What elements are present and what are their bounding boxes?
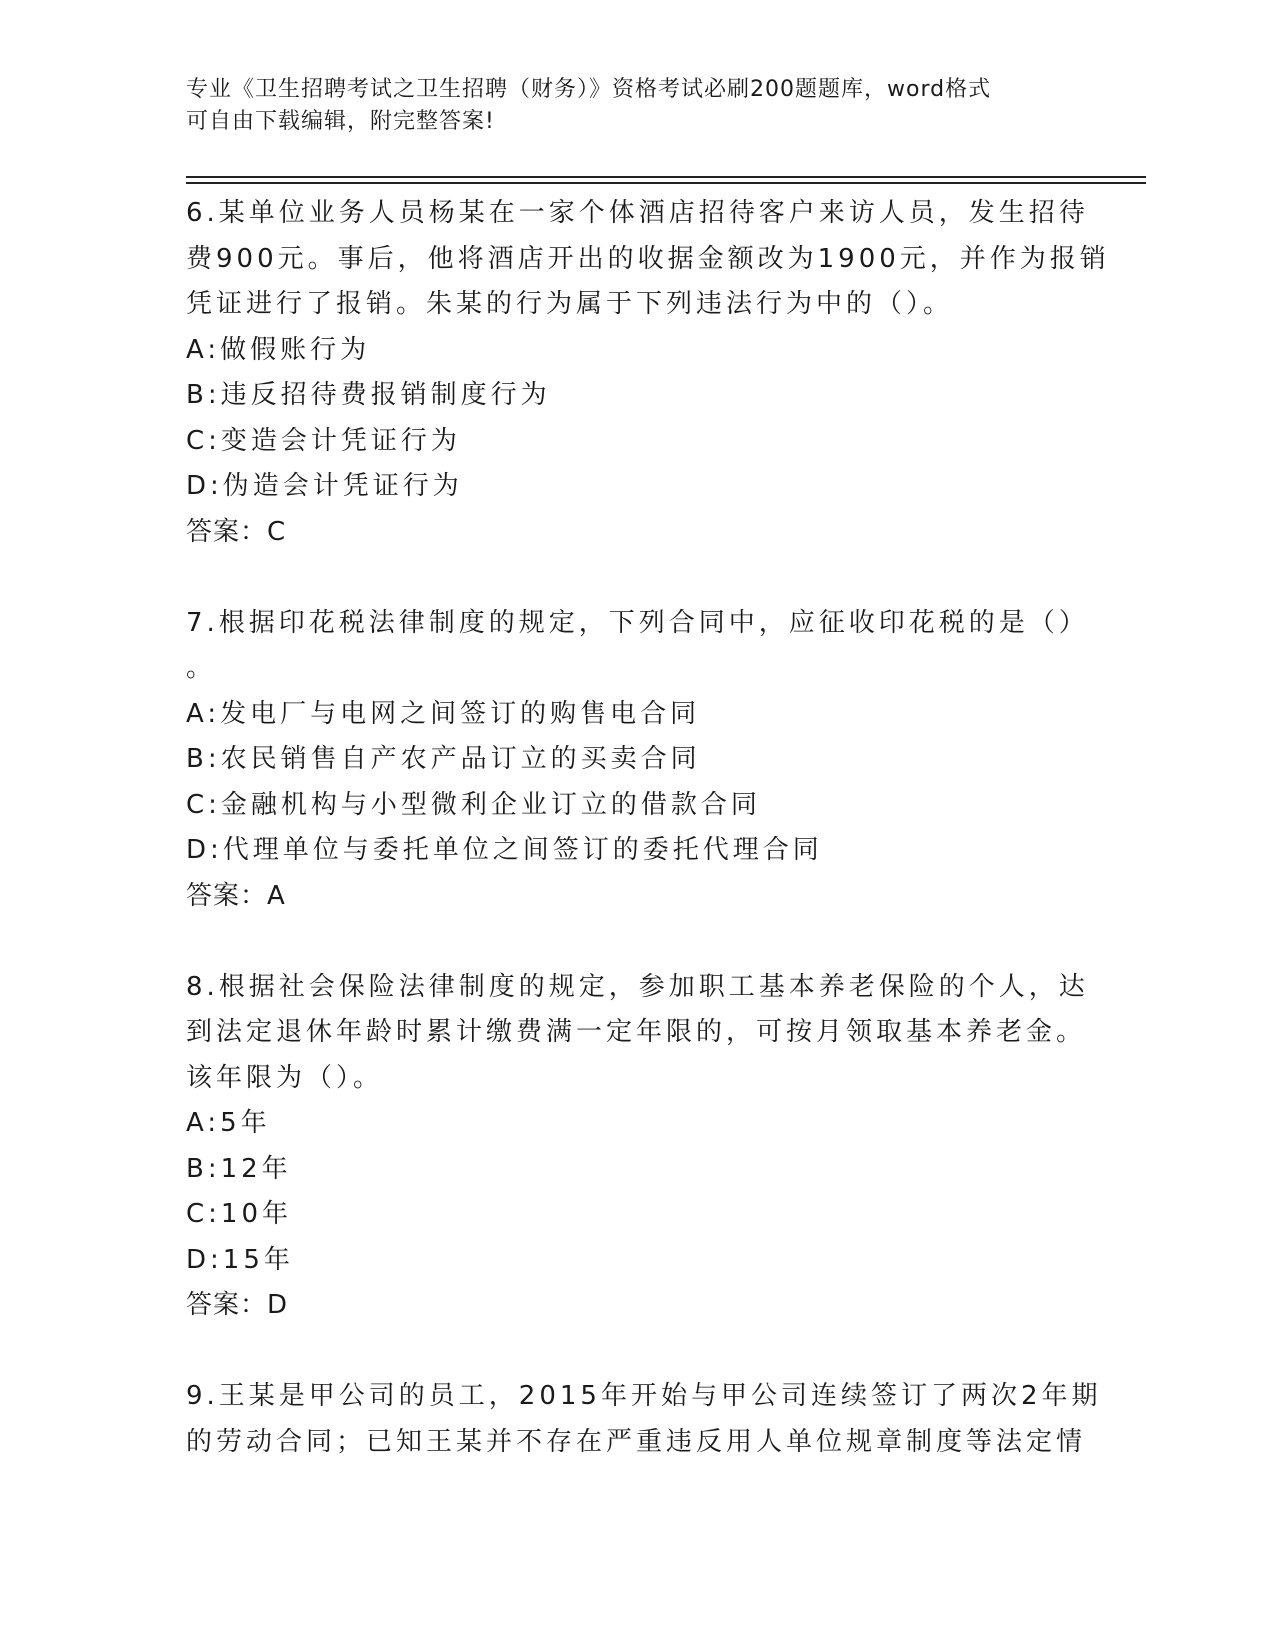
- option-d: D:代理单位与委托单位之间签订的委托代理合同: [186, 835, 823, 865]
- option-d: D:伪造会计凭证行为: [186, 471, 463, 501]
- question-stem-line: 6.某单位业务人员杨某在一家个体酒店招待客户来访人员，发生招待: [186, 198, 1089, 228]
- question-stem-line: 凭证进行了报销。朱某的行为属于下列违法行为中的（）。: [186, 289, 954, 319]
- question-stem-line: 9.王某是甲公司的员工，2015年开始与甲公司连续签订了两次2年期: [186, 1381, 1102, 1411]
- option-a: A:发电厂与电网之间签订的购售电合同: [186, 698, 701, 729]
- document-header: [186, 74, 1086, 138]
- question-stem-line: 到法定退休年龄时累计缴费满一定年限的，可按月领取基本养老金。: [186, 1017, 1087, 1047]
- spacer: [186, 1329, 1086, 1375]
- question-stem-line: 的劳动合同；已知王某并不存在严重违反用人单位规章制度等法定情: [186, 1426, 1087, 1457]
- option-c: C:变造会计凭证行为: [186, 425, 461, 456]
- question-7: [186, 601, 1089, 920]
- question-stem-line: 8.根据社会保险法律制度的规定，参加职工基本养老保险的个人，达: [186, 971, 1089, 1002]
- question-list: [186, 191, 1110, 1465]
- option-b: B:农民销售自产农产品订立的买卖合同: [186, 744, 701, 774]
- question-stem-line: 费900元。事后，他将酒店开出的收据金额改为1900元，并作为报销: [186, 243, 1110, 274]
- header-line: 可自由下载编辑，附完整答案!: [186, 109, 495, 134]
- answer-line: 答案：C: [186, 516, 287, 547]
- option-d: D:15年: [186, 1244, 294, 1275]
- header-divider: [186, 182, 1146, 184]
- spacer: [186, 555, 1086, 601]
- answer-line: 答案：A: [186, 880, 286, 911]
- question-stem-line: 。: [186, 653, 217, 683]
- question-8: [186, 965, 1089, 1329]
- option-a: A:做假账行为: [186, 334, 371, 365]
- question-stem-line: 7.根据印花税法律制度的规定，下列合同中，应征收印花税的是（）: [186, 607, 1089, 638]
- answer-line: 答案：D: [186, 1290, 289, 1320]
- option-a: A:5年: [186, 1108, 271, 1138]
- header-line: 专业《卫生招聘考试之卫生招聘（财务）》资格考试必刷200题题库，word格式: [186, 77, 992, 102]
- question-9: [186, 1374, 1102, 1465]
- option-b: B:12年: [186, 1153, 292, 1184]
- option-c: C:10年: [186, 1199, 292, 1229]
- spacer: [186, 919, 1086, 965]
- option-b: B:违反招待费报销制度行为: [186, 380, 551, 410]
- option-c: C:金融机构与小型微利企业订立的借款合同: [186, 789, 761, 820]
- question-stem-line: 该年限为（）。: [186, 1062, 384, 1093]
- header-divider: [186, 176, 1146, 178]
- question-6: [186, 191, 1110, 555]
